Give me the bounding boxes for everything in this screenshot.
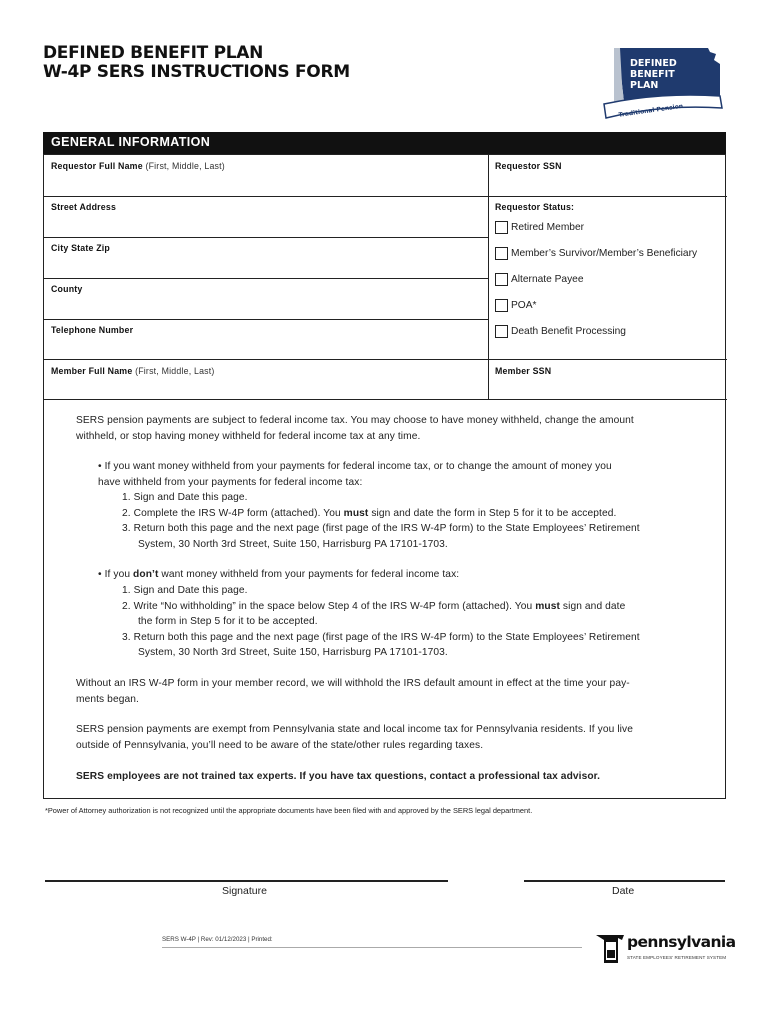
svg-text:DEFINED [630, 58, 677, 69]
no-withhold-step1: 1. Sign and Date this page. [122, 585, 248, 596]
no-withhold-step2-line2: the form in Step 5 for it to be accepted. [138, 616, 318, 627]
withhold-bullet [98, 459, 612, 490]
status-option-survivor-beneficiary: Member’s Survivor/Member’s Beneficiary [511, 248, 698, 259]
requestor-status-label: Requestor Status: [495, 202, 575, 212]
withhold-step1: 1. Sign and Date this page. [122, 492, 248, 503]
member-ssn-label: Member SSN [495, 366, 552, 376]
state-line2: outside of Pennsylvania, you’ll need to be aware of the state/other rules regarding taxes. [76, 739, 484, 751]
svg-text:PLAN [630, 80, 658, 91]
form-revision-info: SERS W-4P | Rev: 01/12/2023 | Printed: [162, 936, 273, 943]
intro-line1: SERS pension payments are subject to federal income tax. You may choose to have money withheld, change the amount [76, 415, 634, 426]
keystone-icon [594, 932, 628, 966]
general-information-header: GENERAL INFORMATION [43, 132, 726, 154]
telephone-field[interactable] [44, 333, 488, 359]
street-address-label: Street Address [51, 202, 117, 212]
default-withholding-paragraph [76, 676, 630, 707]
status-option-retired-member: Retired Member [511, 222, 585, 233]
city-state-zip-label: City State Zip [51, 243, 111, 253]
requestor-name-label-text: Requestor Full Name [51, 161, 143, 171]
logo-line1: DEFINED [630, 58, 677, 69]
poa-footnote: *Power of Attorney authorization is not recognized until the appropriate documents have been filed with and approved by the SERS legal department. [45, 806, 533, 815]
no-withhold-post: want money withheld from your payments for federal income tax: [158, 569, 460, 580]
no-withhold-step2-pre: 2. Write “No withholding” in the space below Step 4 of the IRS W-4P form (attached). You [122, 600, 536, 612]
street-address-field[interactable] [44, 210, 488, 237]
intro-paragraph [76, 413, 634, 444]
status-option-alternate-payee: Alternate Payee [511, 274, 584, 285]
tax-advisor-notice: SERS employees are not trained tax experts. If you have tax questions, contact a professional tax advisor. [76, 771, 601, 782]
logo-line2: BENEFIT [630, 69, 675, 80]
no-withhold-step3-line1: 3. Return both this page and the next page (first page of the IRS W-4P form) to the State Employees’ Retirement [122, 631, 640, 643]
svg-text:BENEFIT [630, 69, 675, 80]
no-withhold-bold: don’t [133, 569, 159, 580]
status-option-poa: POA* [511, 300, 537, 311]
defined-benefit-plan-logo [600, 44, 725, 122]
status-checkbox-death-benefit[interactable] [495, 325, 508, 338]
status-checkbox-retired-member[interactable] [495, 221, 508, 234]
pa-logo-text: pennsylvania [627, 933, 736, 951]
withhold-step2 [122, 506, 640, 522]
telephone-label: Telephone Number [51, 325, 134, 335]
withhold-line2: have withheld from your payments for federal income tax: [98, 476, 363, 488]
withhold-step3-line1: 3. Return both this page and the next page (first page of the IRS W-4P form) to the State Employees’ Retirement [122, 523, 640, 534]
withhold-step3-line2: System, 30 North 3rd Street, Suite 150, Harrisburg PA 17101-1703. [138, 538, 448, 550]
no-withhold-step2-post: sign and date [559, 600, 626, 612]
member-name-field[interactable] [44, 374, 488, 399]
withhold-line1: • If you want money withheld from your payments for federal income tax, or to change the amount of money you [98, 461, 612, 472]
county-field[interactable] [44, 292, 488, 319]
status-option-death-benefit: Death Benefit Processing [511, 326, 626, 337]
member-name-label-text: Member Full Name [51, 366, 133, 376]
requestor-name-field[interactable] [44, 169, 488, 196]
state-line1: SERS pension payments are exempt from Pennsylvania state and local income tax for Pennsylvania residents. If you live [76, 724, 634, 735]
requestor-ssn-field[interactable] [488, 169, 727, 196]
pennsylvania-sers-logo [594, 932, 736, 966]
logo-line3: PLAN [630, 80, 659, 91]
member-ssn-field[interactable] [488, 374, 727, 399]
member-name-hint: (First, Middle, Last) [135, 366, 215, 376]
no-withhold-step2 [122, 599, 640, 615]
withhold-step2-post: sign and date the form in Step 5 for it to be accepted. [368, 507, 617, 519]
no-withhold-steps [122, 583, 640, 661]
no-withhold-step2-bold: must [535, 600, 560, 612]
default-line1: Without an IRS W-4P form in your member record, we will withhold the IRS default amount in effect at the time your pay- [76, 678, 630, 689]
no-withhold-bullet [98, 567, 459, 583]
logo-ribbon: Traditional Pension [618, 102, 684, 119]
state-tax-paragraph [76, 722, 633, 753]
status-checkbox-survivor-beneficiary[interactable] [495, 247, 508, 260]
city-state-zip-field[interactable] [44, 251, 488, 278]
withhold-step2-bold: must [343, 507, 369, 519]
form-title-line2: W-4P SERS INSTRUCTIONS FORM [43, 62, 350, 82]
signature-line[interactable] [45, 880, 448, 882]
date-line[interactable] [524, 880, 725, 882]
footer-rule [162, 947, 582, 948]
withhold-step2-pre: 2. Complete the IRS W-4P form (attached). You [122, 507, 344, 519]
withhold-steps [122, 490, 640, 552]
status-checkbox-poa[interactable] [495, 299, 508, 312]
signature-label: Signature [222, 885, 267, 897]
form-title [43, 44, 350, 82]
pa-logo-subtitle: STATE EMPLOYEES’ RETIREMENT SYSTEM [627, 955, 727, 960]
form-title-line1: DEFINED BENEFIT PLAN [43, 43, 264, 63]
no-withhold-step3-line2: System, 30 North 3rd Street, Suite 150, Harrisburg PA 17101-1703. [138, 647, 448, 658]
no-withhold-pre: • If you [98, 569, 134, 580]
date-label: Date [612, 885, 635, 897]
requestor-name-hint: (First, Middle, Last) [145, 161, 225, 171]
status-checkbox-alternate-payee[interactable] [495, 273, 508, 286]
default-line2: ments began. [76, 693, 139, 705]
intro-line2: withheld, or stop having money withheld for federal income tax at any time. [76, 430, 421, 442]
county-label: County [51, 284, 83, 294]
requestor-ssn-label: Requestor SSN [495, 161, 562, 171]
